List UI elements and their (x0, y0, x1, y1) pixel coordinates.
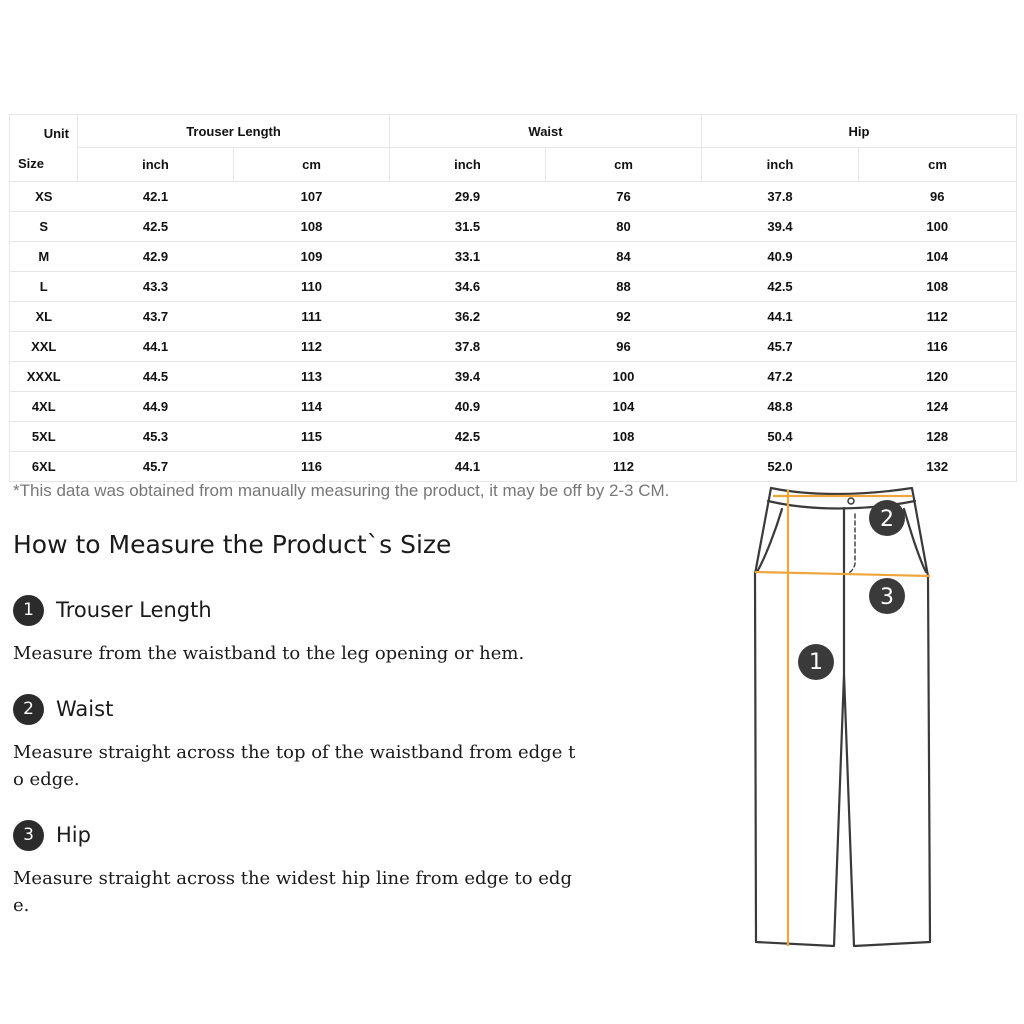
step-waist (13, 693, 593, 793)
step-description: Measure from the waistband to the leg opening or hem. (13, 643, 525, 664)
table-row (10, 212, 1017, 242)
waist-button-icon (848, 498, 854, 504)
value-cell: 45.7 (702, 332, 859, 362)
value-cell: 42.5 (390, 422, 546, 452)
value-cell: 39.4 (390, 362, 546, 392)
value-cell: 80 (546, 212, 702, 242)
value-cell: 104 (546, 392, 702, 422)
value-cell: 114 (234, 392, 390, 422)
step-trouser-length (13, 594, 593, 667)
trouser-diagram (740, 484, 940, 954)
size-cell: XS (10, 182, 78, 212)
measurement-disclaimer: *This data was obtained from manually measuring the product, it may be off by 2-3 CM. (13, 481, 670, 500)
value-cell: 116 (234, 452, 390, 482)
value-cell: 44.1 (390, 452, 546, 482)
unit-header: inch (702, 148, 859, 182)
step-description: Measure straight across the top of the waistband from edge to edge. (13, 742, 576, 790)
step-title: Waist (56, 697, 114, 721)
table-row (10, 272, 1017, 302)
step-number-badge: 1 (13, 595, 44, 626)
value-cell: 107 (234, 182, 390, 212)
value-cell: 108 (234, 212, 390, 242)
header-hip: Hip (702, 115, 1017, 148)
header-corner-cell (10, 115, 78, 182)
value-cell: 100 (859, 212, 1017, 242)
size-cell: 5XL (10, 422, 78, 452)
table-row (10, 182, 1017, 212)
step-title: Hip (56, 823, 91, 847)
size-cell: XXXL (10, 362, 78, 392)
unit-header: cm (234, 148, 390, 182)
value-cell: 100 (546, 362, 702, 392)
value-cell: 37.8 (702, 182, 859, 212)
unit-header: inch (78, 148, 234, 182)
value-cell: 92 (546, 302, 702, 332)
value-cell: 47.2 (702, 362, 859, 392)
value-cell: 45.7 (78, 452, 234, 482)
table-row (10, 452, 1017, 482)
value-cell: 110 (234, 272, 390, 302)
value-cell: 42.1 (78, 182, 234, 212)
value-cell: 40.9 (702, 242, 859, 272)
value-cell: 34.6 (390, 272, 546, 302)
fly-stitch (846, 514, 855, 574)
value-cell: 52.0 (702, 452, 859, 482)
step-number-badge: 2 (13, 694, 44, 725)
size-cell: XL (10, 302, 78, 332)
value-cell: 112 (234, 332, 390, 362)
size-cell: XXL (10, 332, 78, 362)
value-cell: 108 (859, 272, 1017, 302)
value-cell: 120 (859, 362, 1017, 392)
value-cell: 112 (859, 302, 1017, 332)
value-cell: 44.9 (78, 392, 234, 422)
header-trouser-length: Trouser Length (78, 115, 390, 148)
size-cell: S (10, 212, 78, 242)
table-row (10, 392, 1017, 422)
step-description: Measure straight across the widest hip line from edge to edge. (13, 868, 572, 916)
marker-length (798, 644, 834, 680)
value-cell: 42.9 (78, 242, 234, 272)
right-pocket (904, 509, 926, 572)
table-header-groups (10, 115, 1017, 148)
table-row (10, 242, 1017, 272)
trouser-outline (755, 488, 930, 946)
table-body (10, 182, 1017, 482)
table-row (10, 422, 1017, 452)
marker-waist (869, 500, 905, 536)
value-cell: 43.3 (78, 272, 234, 302)
hip-measure-line (755, 572, 930, 576)
value-cell: 39.4 (702, 212, 859, 242)
value-cell: 50.4 (702, 422, 859, 452)
size-label: Size (18, 156, 45, 171)
value-cell: 44.1 (78, 332, 234, 362)
value-cell: 45.3 (78, 422, 234, 452)
value-cell: 116 (859, 332, 1017, 362)
marker-number: 3 (880, 585, 894, 610)
value-cell: 96 (859, 182, 1017, 212)
guide-title: How to Measure the Product`s Size (13, 530, 452, 559)
value-cell: 132 (859, 452, 1017, 482)
step-number-badge: 3 (13, 820, 44, 851)
value-cell: 111 (234, 302, 390, 332)
size-cell: M (10, 242, 78, 272)
value-cell: 31.5 (390, 212, 546, 242)
value-cell: 104 (859, 242, 1017, 272)
value-cell: 115 (234, 422, 390, 452)
table-row (10, 362, 1017, 392)
unit-header: cm (859, 148, 1017, 182)
value-cell: 42.5 (78, 212, 234, 242)
value-cell: 84 (546, 242, 702, 272)
value-cell: 96 (546, 332, 702, 362)
value-cell: 76 (546, 182, 702, 212)
value-cell: 88 (546, 272, 702, 302)
table-row (10, 302, 1017, 332)
value-cell: 108 (546, 422, 702, 452)
value-cell: 40.9 (390, 392, 546, 422)
value-cell: 44.1 (702, 302, 859, 332)
marker-number: 2 (880, 507, 894, 532)
value-cell: 44.5 (78, 362, 234, 392)
unit-header: inch (390, 148, 546, 182)
step-hip (13, 819, 593, 919)
size-cell: 6XL (10, 452, 78, 482)
value-cell: 109 (234, 242, 390, 272)
value-cell: 37.8 (390, 332, 546, 362)
marker-number: 1 (809, 650, 823, 675)
value-cell: 29.9 (390, 182, 546, 212)
value-cell: 48.8 (702, 392, 859, 422)
value-cell: 42.5 (702, 272, 859, 302)
table-row (10, 332, 1017, 362)
value-cell: 43.7 (78, 302, 234, 332)
header-waist: Waist (390, 115, 702, 148)
trouser-silhouette (755, 488, 930, 946)
value-cell: 113 (234, 362, 390, 392)
marker-hip (869, 578, 905, 614)
size-cell: 4XL (10, 392, 78, 422)
size-cell: L (10, 272, 78, 302)
value-cell: 36.2 (390, 302, 546, 332)
value-cell: 124 (859, 392, 1017, 422)
value-cell: 112 (546, 452, 702, 482)
value-cell: 33.1 (390, 242, 546, 272)
step-title: Trouser Length (56, 598, 212, 622)
size-chart-table (9, 114, 1017, 482)
unit-header: cm (546, 148, 702, 182)
table-header-units (10, 148, 1017, 182)
unit-label: Unit (43, 126, 69, 141)
value-cell: 128 (859, 422, 1017, 452)
